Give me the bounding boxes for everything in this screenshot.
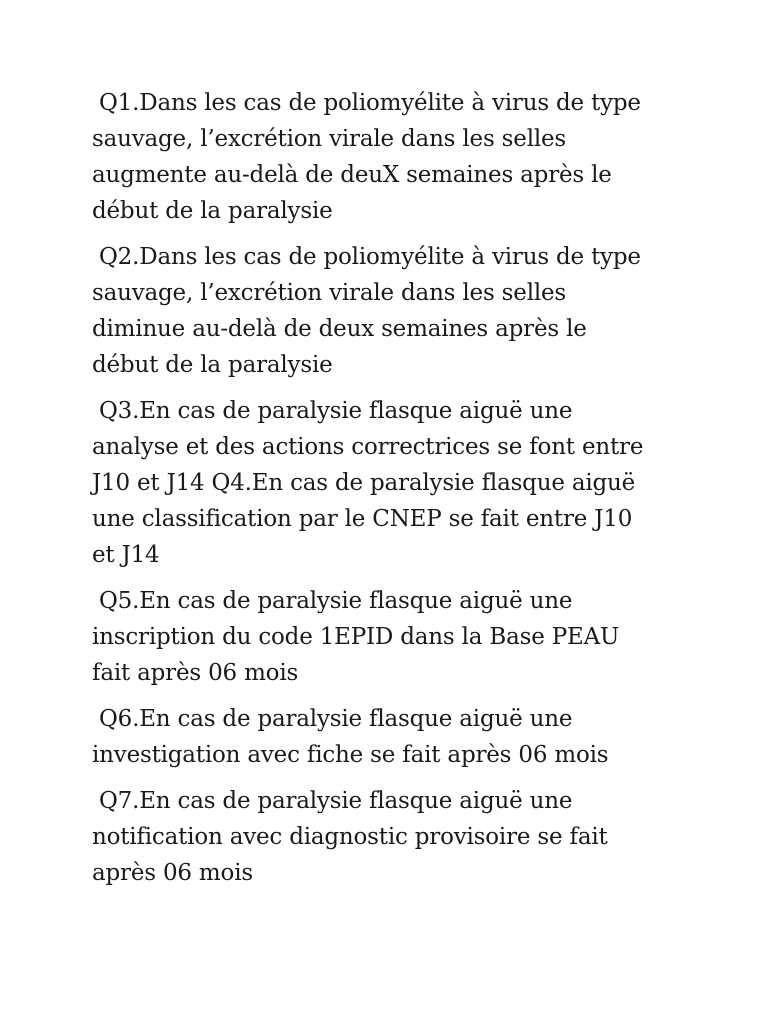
question-line: début de la paralysie [92, 198, 333, 224]
question-line: Q3.En cas de paralysie flasque aiguë une [99, 398, 573, 424]
question-q3-q4 [92, 393, 682, 573]
question-line: sauvage, l’excrétion virale dans les selles [92, 280, 567, 306]
question-line: Q1.Dans les cas de poliomyélite à virus de type [99, 90, 641, 116]
question-q1 [92, 85, 682, 229]
question-line: notification avec diagnostic provisoire se fait [92, 824, 608, 850]
question-q5 [92, 583, 682, 691]
question-line: fait après 06 mois [92, 660, 299, 686]
question-line: Q5.En cas de paralysie flasque aiguë une [99, 588, 573, 614]
question-line: investigation avec fiche se fait après 06 mois [92, 742, 609, 768]
question-q2 [92, 239, 682, 383]
question-line: inscription du code 1EPID dans la Base PEAU [92, 624, 620, 650]
question-line: début de la paralysie [92, 352, 333, 378]
question-q7 [92, 783, 682, 891]
question-line: une classification par le CNEP se fait entre J10 [92, 506, 633, 532]
question-line: Q7.En cas de paralysie flasque aiguë une [99, 788, 573, 814]
question-line: et J14 [92, 542, 160, 568]
question-line: après 06 mois [92, 860, 253, 886]
question-line: diminue au-delà de deux semaines après le [92, 316, 587, 342]
question-line: augmente au-delà de deuX semaines après le [92, 162, 612, 188]
question-q6 [92, 701, 682, 773]
question-line: sauvage, l’excrétion virale dans les selles [92, 126, 567, 152]
question-line: Q2.Dans les cas de poliomyélite à virus de type [99, 244, 641, 270]
question-line: Q6.En cas de paralysie flasque aiguë une [99, 706, 573, 732]
document-page [92, 85, 682, 901]
question-line: J10 et J14 Q4.En cas de paralysie flasque aiguë [92, 470, 636, 496]
question-line: analyse et des actions correctrices se font entre [92, 434, 644, 460]
